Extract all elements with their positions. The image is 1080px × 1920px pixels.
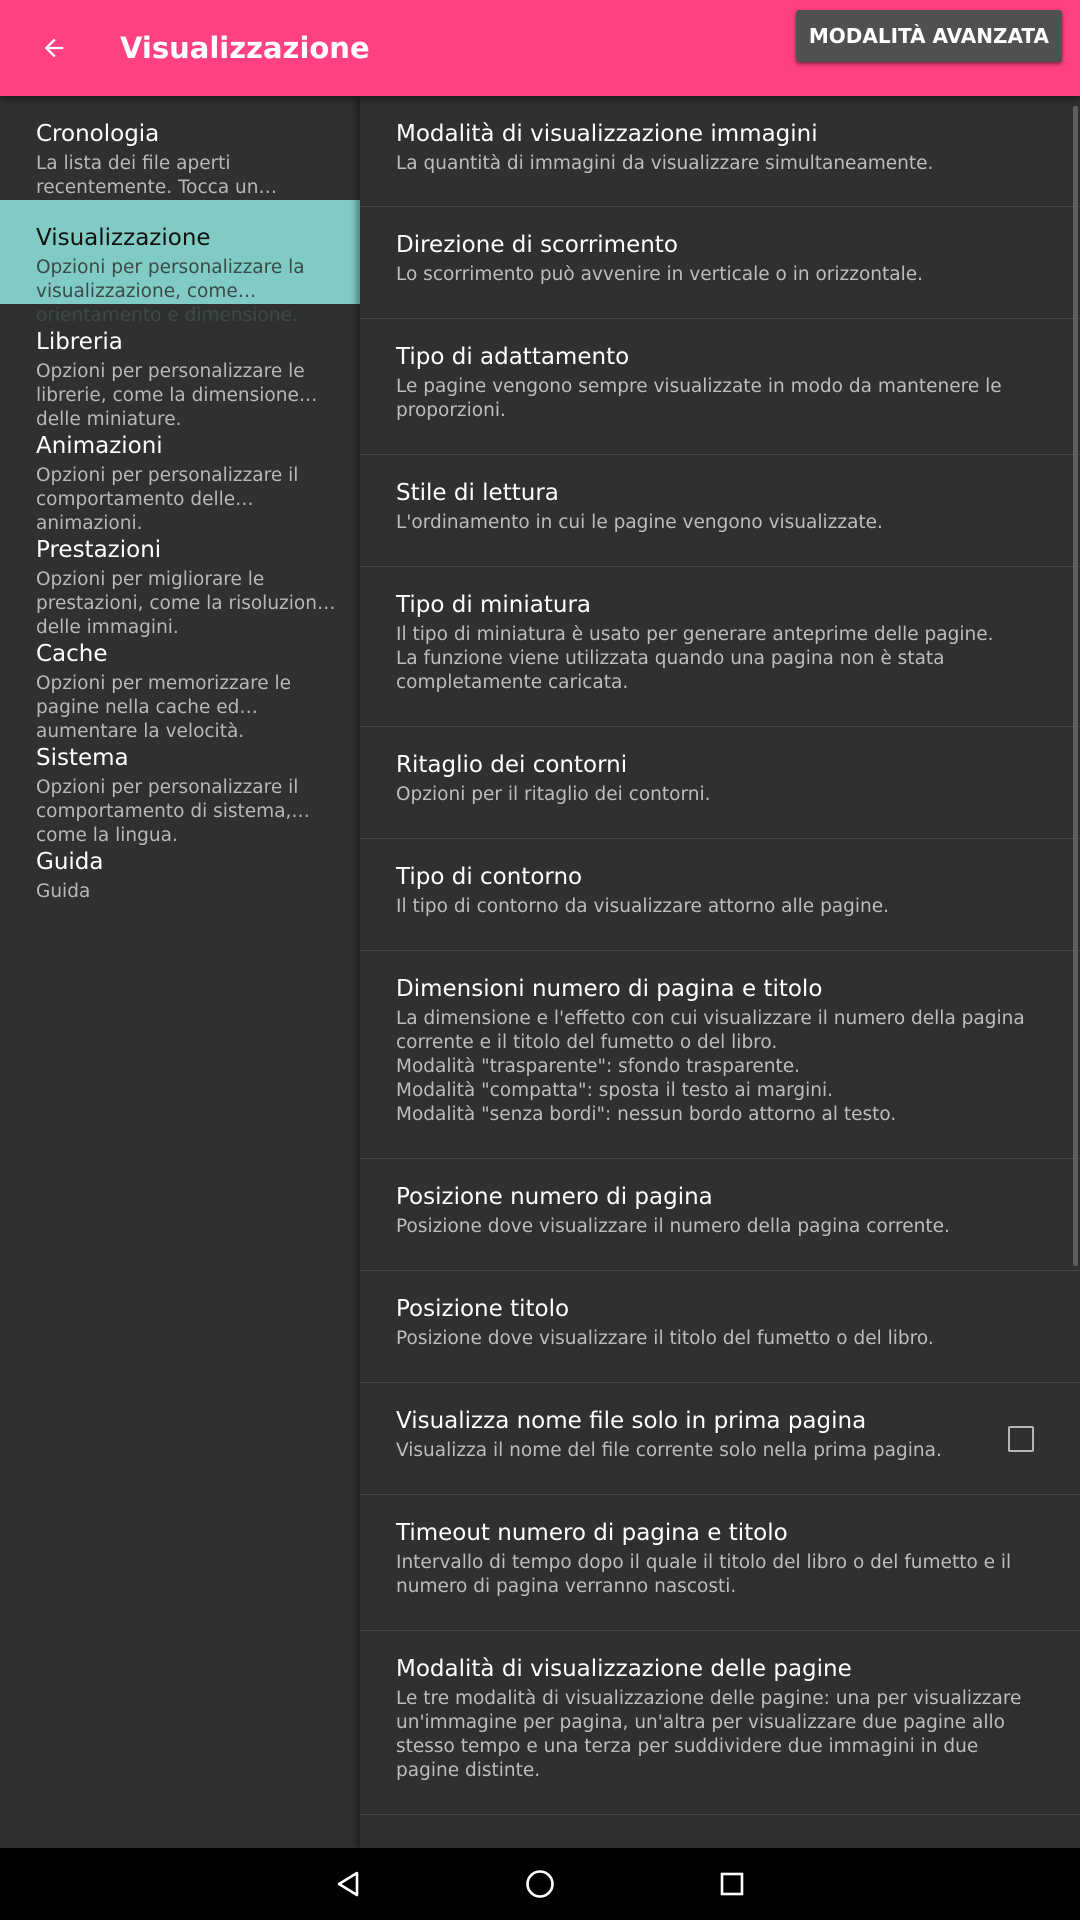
- sidebar-item-libreria[interactable]: [0, 304, 360, 430]
- preference-title: Posizione numero di pagina: [396, 1184, 713, 1210]
- sidebar-item-title: Prestazioni: [36, 537, 162, 563]
- preference-title: Timeout numero di pagina e titolo: [396, 1520, 788, 1546]
- preference-item[interactable]: [360, 456, 1080, 567]
- sidebar-item-title: Sistema: [36, 745, 129, 771]
- sidebar-item-title: Cache: [36, 641, 108, 667]
- preference-item[interactable]: [360, 96, 1080, 207]
- sidebar-item-cache[interactable]: [0, 616, 360, 742]
- back-button[interactable]: [30, 24, 78, 72]
- preference-title: Tipo di adattamento: [396, 344, 630, 370]
- preference-title: Tipo di miniatura: [396, 592, 592, 618]
- preference-summary: Posizione dove visualizzare il numero della pagina corrente.: [396, 1216, 950, 1237]
- preference-summary: Le tre modalità di visualizzazione delle pagine: una per visualizzare un'immagine per pagina, un'altra per visualizzare due pagine allo stesso tempo e una terza per suddividere due immagini in due pagine distinte.: [396, 1688, 1022, 1781]
- preference-summary: Visualizza il nome del file corrente solo nella prima pagina.: [396, 1440, 942, 1461]
- sidebar-item-title: Cronologia: [36, 121, 160, 147]
- preference-title: Dimensioni numero di pagina e titolo: [396, 976, 823, 1002]
- scrollbar[interactable]: [1073, 106, 1078, 1266]
- sidebar-item-visualizzazione[interactable]: [0, 200, 360, 326]
- sidebar-item-summary: Guida: [36, 881, 91, 902]
- preference-item[interactable]: [360, 568, 1080, 727]
- advanced-mode-button[interactable]: MODALITÀ AVANZATA: [796, 10, 1062, 62]
- preference-title: Tipo di contorno: [396, 864, 583, 890]
- preference-item[interactable]: [360, 320, 1080, 455]
- home-circle-icon: [524, 1868, 556, 1900]
- preference-item-checkbox[interactable]: [360, 1384, 1080, 1495]
- preference-item[interactable]: [360, 208, 1080, 319]
- app-bar: [0, 0, 1080, 96]
- preference-summary: La quantità di immagini da visualizzare simultaneamente.: [396, 153, 934, 174]
- sidebar-item-summary: Opzioni per personalizzare il comportamento di sistema, come la lingua.: [36, 777, 299, 846]
- preference-item[interactable]: [360, 1272, 1080, 1383]
- preference-item[interactable]: [360, 1632, 1080, 1815]
- preferences-list[interactable]: [360, 96, 1080, 1848]
- preference-item[interactable]: [360, 1496, 1080, 1631]
- nav-recents-button[interactable]: [708, 1860, 756, 1908]
- preference-item[interactable]: [360, 952, 1080, 1159]
- preference-item[interactable]: [360, 1160, 1080, 1271]
- sidebar-item-summary: Opzioni per personalizzare le librerie, come la dimensione delle miniature.: [36, 361, 305, 430]
- sidebar-item-animazioni[interactable]: [0, 408, 360, 534]
- preference-summary: Il tipo di contorno da visualizzare attorno alle pagine.: [396, 896, 890, 917]
- sidebar-item-title: Animazioni: [36, 433, 163, 459]
- page-title: Visualizzazione: [120, 31, 370, 65]
- sidebar-item-title: Guida: [36, 849, 104, 875]
- preference-summary: Lo scorrimento può avvenire in verticale o in orizzontale.: [396, 264, 923, 285]
- sidebar-item-title: Visualizzazione: [36, 225, 211, 251]
- nav-home-button[interactable]: [516, 1860, 564, 1908]
- sidebar-item-title: Libreria: [36, 329, 123, 355]
- preference-summary: La dimensione e l'effetto con cui visualizzare il numero della pagina corrente e il titolo del fumetto o del libro. Modalità "trasparente": sfondo trasparente. Modalità "compatta": sposta il testo ai margini. Modalità "senza bordi": nessun bordo attorno al testo.: [396, 1008, 1025, 1125]
- preference-title: Stile di lettura: [396, 480, 559, 506]
- system-nav-bar: [0, 1848, 1080, 1920]
- sidebar-item-summary: Opzioni per personalizzare la visualizzazione, come orientamento e dimensione.: [36, 257, 305, 326]
- sidebar-item-guida[interactable]: [0, 824, 360, 928]
- category-list: [0, 96, 360, 1848]
- preference-title: Direzione di scorrimento: [396, 232, 678, 258]
- preference-title: Modalità di visualizzazione immagini: [396, 121, 818, 147]
- preference-summary: Le pagine vengono sempre visualizzate in modo da mantenere le proporzioni.: [396, 376, 1002, 421]
- sidebar-item-prestazioni[interactable]: [0, 512, 360, 638]
- preference-item[interactable]: [360, 840, 1080, 951]
- back-triangle-icon: [333, 1869, 363, 1899]
- preference-summary: L'ordinamento in cui le pagine vengono visualizzate.: [396, 512, 883, 533]
- sidebar-item-sistema[interactable]: [0, 720, 360, 846]
- preference-summary: Il tipo di miniatura è usato per generare anteprime delle pagine. La funzione viene utilizzata quando una pagina non è stata completamente caricata.: [396, 624, 994, 693]
- sidebar-item-summary: La lista dei file aperti recentemente. Tocca un: [36, 153, 259, 198]
- preference-title: Modalità di visualizzazione delle pagine: [396, 1656, 852, 1682]
- preference-item[interactable]: [360, 728, 1080, 839]
- preference-title: Posizione titolo: [396, 1296, 570, 1322]
- preference-title: Visualizza nome file solo in prima pagina: [396, 1408, 867, 1434]
- arrow-back-icon: [40, 34, 68, 62]
- recents-square-icon: [718, 1870, 746, 1898]
- sidebar-item-summary: Opzioni per memorizzare le pagine nella cache ed aumentare la velocità.: [36, 673, 292, 742]
- sidebar-item-summary: Opzioni per personalizzare il comportamento delle animazioni.: [36, 465, 299, 534]
- sidebar-item-cronologia[interactable]: [0, 96, 360, 200]
- nav-back-button[interactable]: [324, 1860, 372, 1908]
- preference-title: Ritaglio dei contorni: [396, 752, 628, 778]
- preference-summary: Opzioni per il ritaglio dei contorni.: [396, 784, 711, 805]
- preference-summary: Intervallo di tempo dopo il quale il titolo del libro o del fumetto e il numero di pagina verranno nascosti.: [396, 1552, 1012, 1597]
- show-filename-checkbox[interactable]: [1008, 1426, 1034, 1452]
- sidebar-item-summary: Opzioni per migliorare le prestazioni, come la risoluzione delle immagini.: [36, 569, 329, 638]
- preference-summary: Posizione dove visualizzare il titolo del fumetto o del libro.: [396, 1328, 934, 1349]
